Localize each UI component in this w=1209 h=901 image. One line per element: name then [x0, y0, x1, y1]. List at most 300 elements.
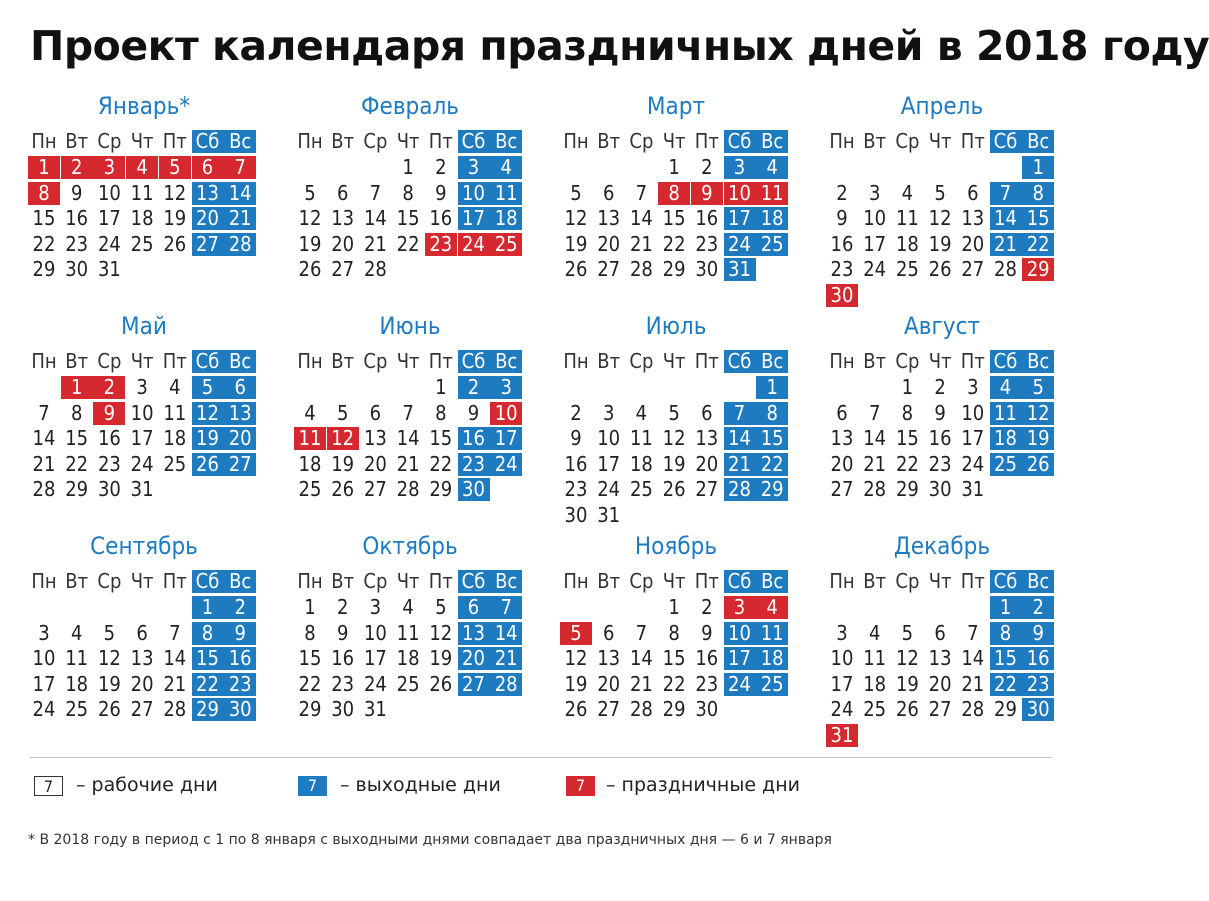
day-cell-weekend: 13: [192, 182, 224, 205]
day-cell-weekend: 12: [192, 402, 224, 425]
weekday-header: Ср: [629, 569, 654, 593]
day-cell: 19: [429, 646, 453, 670]
weekday-header: Вт: [597, 569, 621, 593]
weekday-header: Чт: [396, 129, 420, 153]
day-cell: 15: [298, 646, 322, 670]
day-cell: 11: [130, 180, 154, 205]
day-cell: 10: [130, 400, 154, 425]
weekday-header: Сб: [192, 130, 224, 153]
weekday-header: Пт: [162, 349, 187, 373]
day-cell: 29: [895, 477, 919, 501]
weekday-header: Пт: [960, 349, 985, 373]
weekday-header: Чт: [928, 349, 952, 373]
day-cell: 22: [65, 451, 89, 476]
day-cell: 7: [635, 620, 648, 645]
day-cell-weekend: 27: [192, 233, 224, 256]
day-cell-weekend: 21: [490, 647, 522, 670]
day-cell-weekend: 27: [458, 673, 490, 696]
day-cell: 28: [629, 697, 653, 721]
day-cell: 11: [863, 646, 887, 670]
weekday-header: Вт: [331, 569, 355, 593]
weekday-header: Вс: [756, 130, 788, 153]
day-cell-holiday: 24: [458, 233, 490, 256]
day-cell: 4: [402, 595, 414, 619]
day-cell-weekend: 17: [490, 427, 522, 450]
day-cell: 12: [163, 180, 187, 205]
day-cell-weekend: 3: [490, 376, 522, 399]
day-cell-holiday: 3: [93, 156, 125, 179]
day-cell: 9: [70, 180, 83, 205]
day-cell: 18: [396, 646, 420, 670]
day-cell: 20: [130, 671, 154, 696]
day-cell: 14: [629, 646, 653, 670]
day-cell: 18: [65, 671, 89, 696]
day-cell: 24: [961, 451, 985, 476]
legend-work-label: – рабочие дни: [76, 774, 218, 796]
day-cell-holiday: 29: [1022, 258, 1054, 281]
day-cell-weekend: 6: [224, 376, 256, 399]
day-cell: 3: [836, 620, 848, 645]
day-cell-weekend: 18: [756, 647, 788, 670]
day-cell: 25: [163, 451, 187, 476]
day-cell-weekend: 25: [756, 233, 788, 256]
weekday-header: Чт: [662, 349, 686, 373]
day-cell: 3: [868, 180, 881, 205]
day-cell: 10: [32, 646, 56, 670]
weekday-header: Вс: [490, 570, 522, 593]
page-title: Проект календаря праздничных дней в 2018 году: [30, 22, 1209, 70]
day-cell: 23: [331, 671, 355, 696]
day-cell: 28: [363, 257, 387, 281]
day-cell: 30: [928, 477, 952, 501]
legend-holiday-swatch: 7: [566, 776, 595, 796]
day-cell: 25: [895, 257, 919, 281]
day-cell: 9: [570, 426, 582, 450]
day-cell-holiday: 31: [826, 724, 858, 747]
day-cell: 5: [103, 620, 116, 645]
day-cell-weekend: 17: [458, 207, 490, 230]
day-cell: 11: [629, 426, 653, 450]
weekday-header: Ср: [97, 569, 122, 593]
day-cell-weekend: 8: [192, 622, 224, 645]
day-cell: 14: [32, 426, 56, 450]
day-cell: 15: [32, 206, 56, 230]
day-cell-holiday: 4: [126, 156, 158, 179]
day-cell: 19: [298, 231, 322, 256]
day-cell: 31: [130, 477, 154, 501]
day-cell: 14: [163, 646, 187, 670]
day-cell: 30: [331, 697, 355, 721]
day-cell: 26: [564, 257, 588, 281]
day-cell: 3: [602, 400, 615, 425]
day-cell: 27: [597, 257, 621, 281]
day-cell: 16: [331, 646, 355, 670]
day-cell-holiday: 9: [93, 402, 125, 425]
day-cell: 27: [961, 257, 985, 281]
day-cell-weekend: 28: [724, 478, 756, 501]
day-cell: 2: [336, 595, 349, 619]
day-cell: 25: [298, 477, 322, 501]
day-cell: 15: [662, 206, 686, 230]
day-cell: 10: [363, 620, 387, 645]
day-cell-weekend: 21: [990, 233, 1022, 256]
day-cell: 19: [928, 231, 952, 256]
day-cell: 4: [304, 400, 316, 425]
day-cell: 26: [331, 477, 355, 501]
day-cell: 24: [130, 451, 154, 476]
day-cell-weekend: 23: [458, 453, 490, 476]
day-cell-weekend: 30: [1022, 698, 1054, 721]
footnote: * В 2018 году в период с 1 по 8 января с выходными днями совпадает два праздничных дня — 6 и 7 января: [28, 832, 832, 848]
day-cell: 13: [130, 646, 154, 670]
day-cell-weekend: 11: [990, 402, 1022, 425]
day-cell-weekend: 5: [192, 376, 224, 399]
day-cell: 27: [130, 697, 154, 721]
day-cell: 5: [304, 180, 316, 205]
weekday-header: Чт: [396, 569, 420, 593]
weekday-header: Ср: [895, 569, 920, 593]
day-cell: 22: [396, 231, 420, 256]
day-cell: 13: [928, 646, 952, 670]
day-cell: 7: [169, 620, 181, 645]
day-cell-holiday: 23: [425, 233, 457, 256]
day-cell: 29: [994, 697, 1017, 721]
day-cell: 19: [97, 671, 121, 696]
weekday-header: Вс: [490, 130, 522, 153]
day-cell: 12: [928, 206, 952, 230]
weekday-header: Пн: [829, 129, 855, 153]
day-cell-weekend: 17: [724, 207, 756, 230]
day-cell-weekend: 24: [724, 673, 756, 696]
day-cell: 23: [830, 257, 854, 281]
day-cell: 19: [564, 671, 588, 696]
day-cell: 17: [597, 451, 621, 476]
day-cell-weekend: 22: [1022, 233, 1054, 256]
day-cell-weekend: 19: [1022, 427, 1054, 450]
month-name: Март: [646, 92, 706, 120]
day-cell: 11: [895, 206, 919, 230]
day-cell: 18: [895, 231, 919, 256]
day-cell: 20: [928, 671, 952, 696]
day-cell: 18: [298, 451, 322, 476]
day-cell: 8: [402, 180, 414, 205]
day-cell-weekend: 21: [724, 453, 756, 476]
day-cell: 28: [863, 477, 887, 501]
day-cell: 17: [32, 671, 56, 696]
month-name: Сентябрь: [90, 532, 198, 560]
day-cell: 17: [363, 646, 387, 670]
day-cell: 30: [97, 477, 121, 501]
day-cell: 6: [602, 180, 615, 205]
day-cell: 7: [38, 400, 50, 425]
day-cell: 27: [830, 477, 854, 501]
day-cell-weekend: 21: [224, 207, 256, 230]
day-cell-weekend: 7: [990, 182, 1022, 205]
day-cell-weekend: 4: [756, 156, 788, 179]
weekday-header: Чт: [662, 569, 686, 593]
month-name: Декабрь: [893, 532, 991, 560]
day-cell: 7: [402, 400, 414, 425]
day-cell: 18: [163, 426, 187, 450]
day-cell-weekend: 28: [490, 673, 522, 696]
day-cell: 26: [895, 697, 919, 721]
day-cell: 3: [136, 375, 148, 399]
weekday-header: Вс: [490, 350, 522, 373]
day-cell: 6: [136, 620, 148, 645]
day-cell: 16: [695, 206, 719, 230]
weekday-header: Ср: [629, 129, 654, 153]
day-cell: 27: [331, 257, 355, 281]
day-cell-weekend: 3: [724, 156, 756, 179]
day-cell: 29: [65, 477, 89, 501]
weekday-header: Вс: [756, 350, 788, 373]
weekday-header: Пн: [31, 569, 57, 593]
day-cell-weekend: 15: [756, 427, 788, 450]
day-cell-weekend: 6: [458, 596, 490, 619]
weekday-header: Пн: [297, 569, 323, 593]
day-cell: 2: [934, 375, 946, 399]
day-cell: 12: [564, 206, 588, 230]
weekday-header: Ср: [97, 129, 122, 153]
day-cell-weekend: 26: [1022, 453, 1054, 476]
day-cell-weekend: 14: [724, 427, 756, 450]
day-cell-holiday: 1: [28, 156, 60, 179]
day-cell: 19: [163, 206, 187, 230]
month-name: Ноябрь: [634, 532, 718, 560]
day-cell: 10: [597, 426, 621, 450]
day-cell-holiday: 2: [61, 156, 93, 179]
day-cell: 25: [130, 231, 154, 256]
day-cell: 15: [429, 426, 453, 450]
day-cell-weekend: 10: [724, 622, 756, 645]
day-cell: 27: [597, 697, 621, 721]
day-cell: 17: [961, 426, 985, 450]
day-cell: 16: [65, 206, 89, 230]
day-cell: 20: [695, 451, 719, 476]
day-cell-weekend: 22: [990, 673, 1022, 696]
month-name: Июнь: [379, 312, 441, 340]
day-cell: 13: [363, 426, 387, 450]
day-cell-weekend: 12: [1022, 402, 1054, 425]
weekday-header: Пн: [31, 129, 57, 153]
day-cell-holiday: 4: [756, 596, 788, 619]
day-cell-weekend: 3: [458, 156, 490, 179]
weekday-header: Ср: [363, 349, 388, 373]
weekday-header: Пт: [694, 129, 719, 153]
day-cell: 1: [402, 155, 414, 179]
day-cell: 16: [429, 206, 453, 230]
weekday-header: Пн: [829, 349, 855, 373]
day-cell: 25: [863, 697, 887, 721]
day-cell-weekend: 30: [224, 698, 256, 721]
day-cell: 20: [331, 231, 355, 256]
day-cell-weekend: 8: [1022, 182, 1054, 205]
day-cell-weekend: 31: [724, 258, 756, 281]
day-cell: 28: [32, 477, 56, 501]
day-cell: 13: [597, 206, 621, 230]
day-cell: 9: [934, 400, 946, 425]
day-cell-weekend: 27: [224, 453, 256, 476]
weekday-header: Вт: [863, 129, 887, 153]
day-cell: 21: [396, 451, 420, 476]
month-name: Октябрь: [362, 532, 458, 560]
day-cell: 6: [836, 400, 848, 425]
day-cell-holiday: 11: [756, 182, 788, 205]
day-cell-holiday: 7: [224, 156, 256, 179]
weekday-header: Пн: [563, 569, 589, 593]
day-cell: 8: [901, 400, 914, 425]
day-cell: 21: [629, 231, 653, 256]
day-cell: 21: [961, 671, 985, 696]
day-cell: 31: [597, 502, 621, 527]
day-cell: 11: [396, 620, 420, 645]
day-cell: 4: [868, 620, 881, 645]
day-cell: 4: [70, 620, 83, 645]
day-cell: 17: [97, 206, 121, 230]
legend-weekend-swatch: 7: [298, 776, 327, 796]
day-cell-weekend: 10: [458, 182, 490, 205]
weekday-header: Пн: [31, 349, 57, 373]
day-cell-weekend: 14: [990, 207, 1022, 230]
day-cell-weekend: 4: [990, 376, 1022, 399]
day-cell: 25: [629, 477, 653, 501]
day-cell: 28: [961, 697, 985, 721]
day-cell: 1: [668, 595, 680, 619]
weekday-header: Вт: [597, 349, 621, 373]
day-cell-weekend: 23: [1022, 673, 1054, 696]
day-cell: 14: [961, 646, 985, 670]
weekday-header: Пн: [829, 569, 855, 593]
day-cell: 19: [662, 451, 686, 476]
day-cell: 24: [97, 231, 121, 256]
day-cell: 16: [564, 451, 588, 476]
weekday-header: Пт: [162, 569, 187, 593]
legend-work-swatch: 7: [34, 776, 63, 796]
day-cell: 3: [369, 595, 382, 619]
day-cell: 19: [331, 451, 355, 476]
day-cell: 17: [830, 671, 854, 696]
day-cell: 24: [597, 477, 621, 501]
day-cell-weekend: 14: [490, 622, 522, 645]
day-cell: 11: [163, 400, 187, 425]
weekday-header: Вт: [65, 349, 89, 373]
weekday-header: Чт: [130, 349, 154, 373]
day-cell-weekend: 2: [224, 596, 256, 619]
day-cell-weekend: 15: [1022, 207, 1054, 230]
day-cell: 9: [701, 620, 713, 645]
day-cell: 30: [65, 257, 89, 281]
day-cell: 2: [701, 155, 713, 179]
weekday-header: Вс: [1022, 130, 1054, 153]
day-cell-weekend: 7: [490, 596, 522, 619]
day-cell: 21: [629, 671, 653, 696]
day-cell: 16: [830, 231, 854, 256]
day-cell: 16: [928, 426, 952, 450]
day-cell: 14: [363, 206, 387, 230]
day-cell: 5: [668, 400, 680, 425]
day-cell-weekend: 1: [1022, 156, 1054, 179]
day-cell-weekend: 1: [990, 596, 1022, 619]
day-cell-holiday: 3: [724, 596, 756, 619]
day-cell-holiday: 11: [294, 427, 326, 450]
weekday-header: Вт: [331, 349, 355, 373]
weekday-header: Пн: [563, 349, 589, 373]
day-cell-weekend: 4: [490, 156, 522, 179]
day-cell: 20: [363, 451, 387, 476]
weekday-header: Ср: [97, 349, 122, 373]
day-cell-holiday: 25: [490, 233, 522, 256]
day-cell: 24: [830, 697, 854, 721]
day-cell: 10: [961, 400, 985, 425]
day-cell: 5: [336, 400, 349, 425]
day-cell: 13: [695, 426, 719, 450]
legend-weekend-label: – выходные дни: [340, 774, 501, 796]
day-cell: 26: [163, 231, 187, 256]
weekday-header: Пн: [297, 349, 323, 373]
weekday-header: Ср: [629, 349, 654, 373]
day-cell: 7: [967, 620, 979, 645]
day-cell: 6: [701, 400, 713, 425]
day-cell-weekend: 11: [756, 622, 788, 645]
day-cell: 26: [429, 671, 453, 696]
day-cell-holiday: 5: [159, 156, 191, 179]
day-cell-weekend: 2: [458, 376, 490, 399]
day-cell: 30: [564, 502, 588, 527]
day-cell-holiday: 8: [658, 182, 690, 205]
day-cell: 23: [928, 451, 952, 476]
day-cell-weekend: 9: [1022, 622, 1054, 645]
day-cell: 15: [65, 426, 89, 450]
day-cell-weekend: 23: [224, 673, 256, 696]
day-cell: 30: [695, 697, 719, 721]
weekday-header: Вс: [756, 570, 788, 593]
day-cell: 23: [695, 671, 719, 696]
day-cell: 21: [863, 451, 887, 476]
weekday-header: Сб: [458, 350, 490, 373]
day-cell-weekend: 8: [756, 402, 788, 425]
day-cell: 11: [65, 646, 89, 670]
day-cell-weekend: 5: [1022, 376, 1054, 399]
day-cell: 23: [564, 477, 588, 501]
weekday-header: Сб: [458, 130, 490, 153]
day-cell: 20: [961, 231, 985, 256]
day-cell: 2: [570, 400, 582, 425]
day-cell: 12: [662, 426, 686, 450]
day-cell: 10: [97, 180, 121, 205]
day-cell: 24: [32, 697, 56, 721]
weekday-header: Сб: [724, 130, 756, 153]
day-cell-weekend: 29: [756, 478, 788, 501]
day-cell: 29: [298, 697, 322, 721]
day-cell-weekend: 25: [756, 673, 788, 696]
day-cell-weekend: 18: [490, 207, 522, 230]
day-cell: 21: [32, 451, 56, 476]
day-cell: 1: [901, 375, 914, 399]
day-cell-weekend: 15: [192, 647, 224, 670]
day-cell: 13: [830, 426, 854, 450]
day-cell: 2: [435, 155, 447, 179]
weekday-header: Вс: [1022, 350, 1054, 373]
day-cell: 26: [928, 257, 952, 281]
day-cell: 13: [597, 646, 621, 670]
day-cell: 22: [32, 231, 56, 256]
weekday-header: Вс: [224, 350, 256, 373]
weekday-header: Чт: [130, 569, 154, 593]
weekday-header: Вс: [224, 130, 256, 153]
day-cell: 26: [564, 697, 588, 721]
month-name: Июль: [645, 312, 707, 340]
day-cell: 22: [662, 671, 686, 696]
